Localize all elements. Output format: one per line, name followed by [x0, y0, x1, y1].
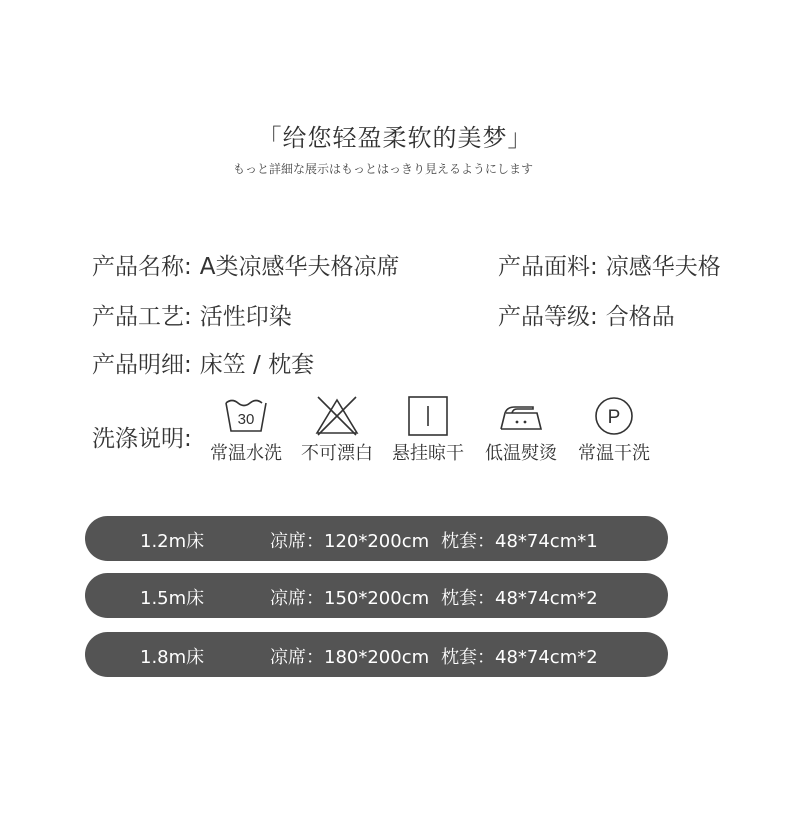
care-wash-30 — [201, 395, 291, 465]
wash-30-icon — [222, 395, 270, 437]
care-caption: 常温干洗 — [578, 443, 650, 464]
wash-temp-text: 30 — [237, 411, 255, 428]
size-bed: 1.2m床 — [140, 531, 205, 552]
spec-details-value: 床笠 / 枕套 — [199, 352, 315, 378]
size-mat: 凉席：150*200cm — [270, 588, 430, 609]
spec-name — [92, 248, 399, 281]
page-title: 「给您轻盈柔软的美梦」 — [257, 124, 533, 152]
hang-dry-icon — [404, 395, 452, 437]
spec-details-label: 产品明细: — [92, 352, 192, 378]
spec-craft-label: 产品工艺: — [92, 304, 192, 330]
spec-craft — [92, 298, 292, 331]
spec-fabric-label: 产品面料: — [498, 254, 598, 280]
spec-grade — [498, 298, 675, 331]
care-caption: 不可漂白 — [301, 443, 373, 464]
spec-craft-value: 活性印染 — [199, 304, 292, 330]
size-pillow: 枕套：48*74cm*2 — [441, 588, 598, 609]
care-caption: 悬挂晾干 — [392, 443, 464, 464]
no-bleach-icon — [313, 395, 361, 437]
size-row-1-8m — [85, 632, 668, 677]
spec-name-value: A类凉感华夫格凉席 — [199, 254, 400, 280]
size-pillow: 枕套：48*74cm*2 — [441, 647, 598, 668]
spec-details — [92, 346, 314, 379]
spec-fabric-value: 凉感华夫格 — [605, 254, 721, 280]
care-low-iron — [476, 395, 566, 465]
size-row-1-5m — [85, 573, 668, 618]
size-bed: 1.8m床 — [140, 647, 205, 668]
care-hang-dry — [383, 395, 473, 465]
size-row-1-2m — [85, 516, 668, 561]
care-no-bleach — [292, 395, 382, 465]
low-iron-icon — [493, 395, 549, 437]
dry-clean-glyph: P — [607, 407, 621, 428]
wash-label: 洗涤说明: — [92, 426, 192, 452]
page-subtitle: もっと詳細な展示はもっとはっきり見えるようにします — [232, 162, 533, 176]
size-bed: 1.5m床 — [140, 588, 205, 609]
size-mat: 凉席：180*200cm — [270, 647, 430, 668]
care-dry-clean — [569, 395, 659, 465]
dry-clean-p-icon — [590, 395, 638, 437]
care-caption: 常温水洗 — [210, 443, 282, 464]
spec-grade-value: 合格品 — [605, 304, 675, 330]
care-caption: 低温熨烫 — [485, 443, 557, 464]
size-pillow: 枕套：48*74cm*1 — [441, 531, 598, 552]
spec-grade-label: 产品等级: — [498, 304, 598, 330]
spec-fabric — [498, 248, 721, 281]
size-mat: 凉席：120*200cm — [270, 531, 430, 552]
spec-name-label: 产品名称: — [92, 254, 192, 280]
